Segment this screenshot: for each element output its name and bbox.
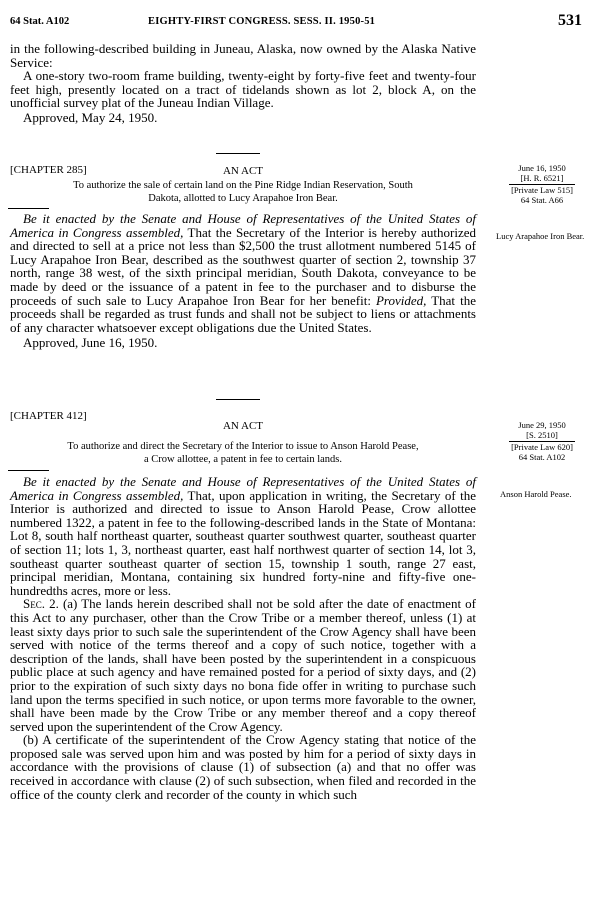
section-divider <box>216 399 260 400</box>
title-underline <box>8 208 49 209</box>
enacting-clause: Be it enacted by the Senate and House of Representatives of the United States of America in Congress assembled, <box>10 211 476 240</box>
proviso-word: Provided, <box>375 292 427 308</box>
chapter-number: [CHAPTER 412] <box>10 410 87 422</box>
chapter-412-title-block <box>10 420 476 466</box>
marginal-subject-note: Anson Harold Pease. <box>500 489 572 499</box>
act-title-line: Dakota, allotted to Lucy Arapahoe Iron Bear. <box>148 192 338 204</box>
title-underline <box>8 470 49 471</box>
act-title-line: To authorize and direct the Secretary of the Interior to issue to Anson Harold Pease, <box>67 441 419 452</box>
approval-line: Approved, May 24, 1950. <box>23 109 158 125</box>
marginal-subject-note: Lucy Arapahoe Iron Bear. <box>496 231 585 241</box>
act-title <box>10 441 476 466</box>
private-law-number: [Private Law 515] <box>511 185 573 196</box>
an-act-heading: AN ACT <box>222 165 264 177</box>
approval-line: Approved, June 16, 1950. <box>23 335 158 351</box>
chapter-285-body <box>10 212 476 350</box>
chapter-285-title-block <box>10 165 476 205</box>
section-text: (a) The lands herein described shall not be sold after the date of enactment of this Act to any purchaser, other than the Crow Tribe or a member thereof, unless (1) at least sixty days prior to such sale the superintendent of the Crow Agency shall have been served with notice of the terms thereof and a copy of such notice, together with a description of the lands, shall have been posted by the superintendent in a conspicuous public place at such agency and have remained posted for a period of sixty days, and (2) prior to the expiration of such sixty days no bona fide offer in writing to purchase such land upon the terms specified in such notice, or upon terms more favorable to the owner, shall have been made by the Crow Tribe or any member thereof and a copy thereof served upon the superintendent of the Crow Agency. <box>10 596 476 734</box>
act-title-line: To authorize the sale of certain land on the Pine Ridge Indian Reservation, South <box>73 180 413 191</box>
enactment-date: June 16, 1950 <box>518 163 566 173</box>
chapter-412-body <box>10 475 476 801</box>
congress-session-heading: EIGHTY-FIRST CONGRESS. SESS. II. 1950-51 <box>148 16 376 27</box>
enacting-clause: Be it enacted by the Senate and House of Representatives of the United States of America in Congress assembled, <box>10 474 476 503</box>
chapter-412-sidenote <box>492 421 590 462</box>
enacting-clause-paragraph <box>10 212 476 334</box>
act-title <box>10 180 476 205</box>
bill-number: [H. R. 6521] <box>520 172 564 183</box>
page-number: 531 <box>558 12 582 29</box>
enactment-date: June 29, 1950 <box>518 420 566 430</box>
running-header <box>10 12 582 34</box>
act-text: That the proceeds shall be regarded as trust funds and shall not be subject to liens or attachments of any character whatsoever except obligations due the United States. <box>10 292 476 335</box>
chapter-285-sidenote <box>492 164 590 205</box>
building-description: A one-story two-room frame building, twenty-eight by forty-five feet and twenty-four feet high, presently located on a tract of tidelands shown as lot 2, block A, on the unofficial survey plat of the Juneau Indian Village. <box>10 68 476 111</box>
chapter-number: [CHAPTER 285] <box>10 164 87 176</box>
statute-citation: 64 Stat. A66 <box>520 194 564 205</box>
act-text: That the Secretary of the Interior is hereby authorized and directed to sell at a price not less than $2,500 the trust allotment numbered 5145 of Lucy Arapahoe Iron Bear, described as the southwest quarter of section 2, township 37 north, range 38 west, of the sixth principal meridian, South Dakota, conveyance to be made by deed or the issuance of a patent in fee to the purchaser and to disburse the proceeds of such sale to Lucy Arapahoe Iron Bear for her benefit: <box>10 224 476 308</box>
act-title-line: a Crow allottee, a patent in fee to certain lands. <box>144 453 342 465</box>
section-2-paragraph <box>10 597 476 733</box>
section-divider <box>216 153 260 154</box>
statute-citation: 64 Stat. A102 <box>518 451 566 462</box>
act-text: That, upon application in writing, the Secretary of the Interior is authorized and directed to issue to Anson Harold Pease, Crow allottee numbered 1322, a patent in fee to the following-described lands in the State of Montana: Lot 8, south half northeast quarter, southeast quarter southwest quarter, southeast quarter of section 11; lots 1, 3, northeast quarter, east half northwest quarter of section 14, lot 3, southeast quarter southeast quarter of section 15, township 1 south, range 27 east, principal meridian, Montana, containing six hundred forty-nine and fifty-five one-hundredths acres, more or less. <box>10 487 476 598</box>
enacting-clause-paragraph <box>10 475 476 597</box>
section-label: Sec. 2. <box>23 596 59 612</box>
continuation-paragraph: in the following-described building in Juneau, Alaska, now owned by the Alaska Native Service: <box>10 41 476 70</box>
private-law-number: [Private Law 620] <box>511 442 573 453</box>
previous-act-continuation <box>10 42 476 125</box>
an-act-heading: AN ACT <box>222 420 264 432</box>
statute-reference: 64 Stat. A102 <box>10 16 70 27</box>
bill-number: [S. 2510] <box>526 429 558 440</box>
subsection-b-paragraph: (b) A certificate of the superintendent of the Crow Agency stating that notice of the proposed sale was served upon him and was posted by him for a period of sixty days in accordance with the provisions of clause (1) of subsection (a) and that no offer was received in accordance with clause (2) of such subsection, when filed and recorded in the office of the county clerk and recorder of the county in which such <box>10 732 476 802</box>
